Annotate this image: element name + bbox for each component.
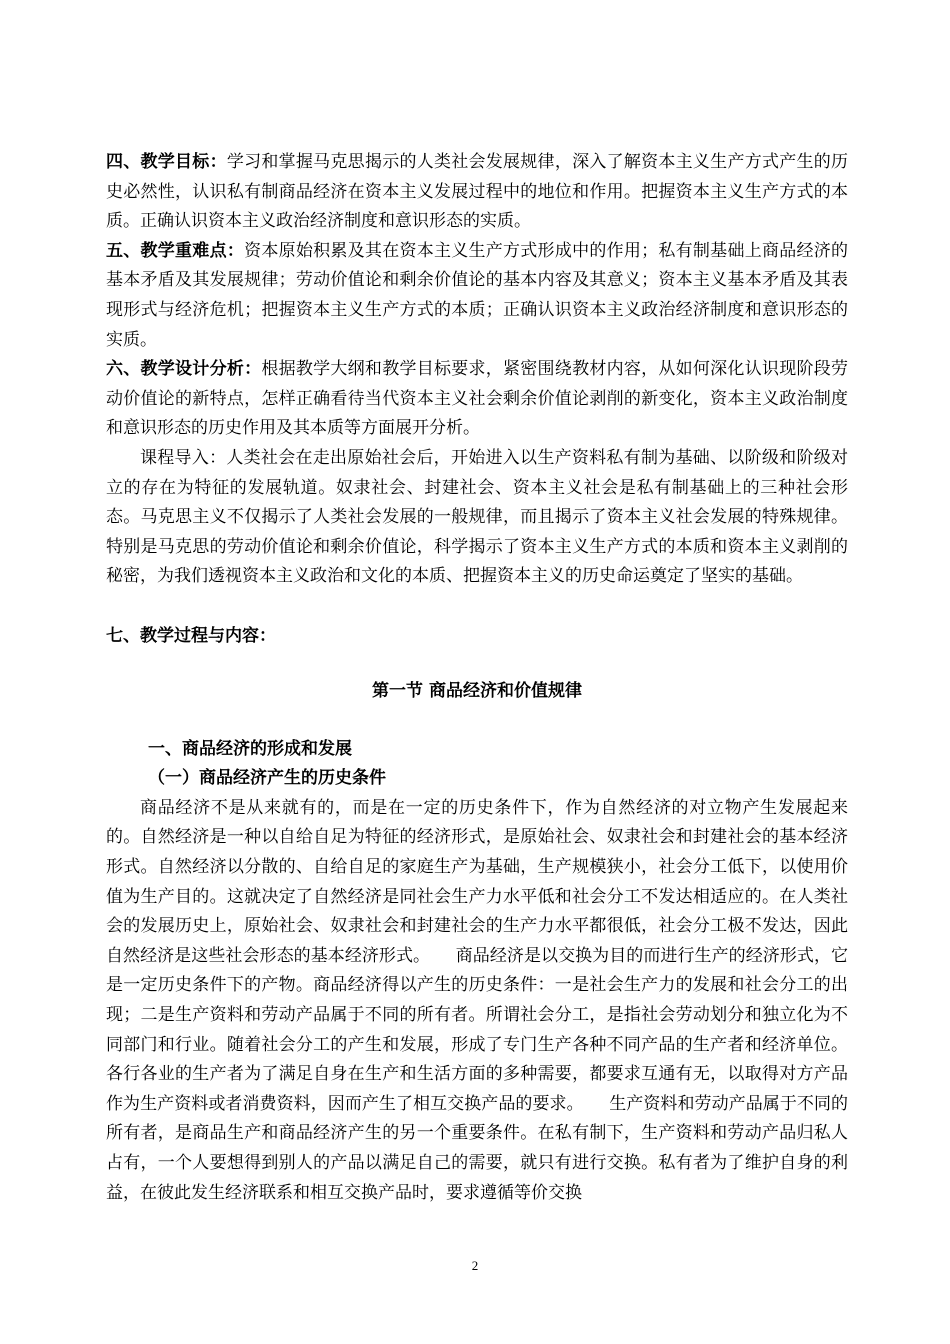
design-analysis-label: 六、教学设计分析： (106, 359, 262, 380)
design-analysis-paragraph (106, 355, 848, 444)
key-points-paragraph (106, 237, 848, 355)
design-analysis-text: 根据教学大纲和教学目标要求，紧密围绕教材内容，从如何深化认识现阶段劳动价值论的新特点，怎样正确看待当代资本主义社会剩余价值论剥削的新变化，资本主义政治制度和意识形态的历史作用及其本质等方面展开分析。 (106, 359, 849, 439)
body-paragraph (106, 794, 848, 1208)
key-points-text: 资本原始积累及其在资本主义生产方式形成中的作用；私有制基础上商品经济的基本矛盾及其发展规律；劳动价值论和剩余价值论的基本内容及其意义；资本主义基本矛盾及其表现形式与经济危机；把握资本主义生产方式的本质；正确认识资本主义政治经济制度和意识形态的实质。 (106, 240, 849, 350)
course-intro-paragraph (106, 444, 848, 592)
page-content (106, 148, 848, 1208)
page-number: 2 (471, 1258, 479, 1273)
teaching-goal-label: 四、教学目标： (106, 152, 227, 172)
teaching-goal-paragraph (106, 148, 848, 237)
teaching-process-heading: 七、教学过程与内容： (106, 625, 276, 646)
section-heading-2: （一）商品经济产生的历史条件 (148, 768, 386, 789)
section-heading-1: 一、商品经济的形成和发展 (148, 738, 352, 759)
chapter-title: 第一节 商品经济和价值规律 (372, 681, 582, 702)
body-text: 商品经济不是从来就有的，而是在一定的历史条件下，作为自然经济的对立物产生发展起来的。自然经济是一种以自给自足为特征的经济形式，是原始社会、奴隶社会和封建社会的基本经济形式。自然经济以分散的、自给自足的家庭生产为基础，生产规模狭小，社会分工低下，以使用价值为生产目的。这就决定了自然经济是同社会生产力水平低和社会分工不发达相适应的。在人类社会的发展历史上，原始社会、奴隶社会和封建社会的生产力水平都很低，社会分工极不发达，因此自然经济是这些社会形态的基本经济形式。 商品经济是以交换为目的而进行生产的经济形式，它是一定历史条件下的产物。商品经济得以产生的历史条件：一是社会生产力的发展和社会分工的出现；二是生产资料和劳动产品属于不同的所有者。所谓社会分工，是指社会劳动划分和独立化为不同部门和行业。随着社会分工的产生和发展，形成了专门生产各种不同产品的生产者和经济单位。各行各业的生产者为了满足自身在生产和生活方面的多种需要，都要求互通有无，以取得对方产品作为生产资料或者消费资料，因而产生了相互交换产品的要求。 生产资料和劳动产品属于不同的所有者，是商品生产和商品经济产生的另一个重要条件。在私有制下，生产资料和劳动产品归私人占有，一个人要想得到别人的产品以满足自己的需要，就只有进行交换。私有者为了维护自身的利益，在彼此发生经济联系和相互交换产品时，要求遵循等价交换 (106, 797, 848, 1203)
course-intro-text: 课程导入：人类社会在走出原始社会后，开始进入以生产资料私有制为基础、以阶级和阶级对立的存在为特征的发展轨道。奴隶社会、封建社会、资本主义社会是私有制基础上的三种社会形态。马克思主义不仅揭示了人类社会发展的一般规律，而且揭示了资本主义社会发展的特殊规律。特别是马克思的劳动价值论和剩余价值论，科学揭示了资本主义生产方式的本质和资本主义剥削的秘密，为我们透视资本主义政治和文化的本质、把握资本主义的历史命运奠定了坚实的基础。 (106, 447, 848, 587)
key-points-label: 五、教学重难点： (106, 240, 245, 261)
teaching-goal-text: 学习和掌握马克思揭示的人类社会发展规律，深入了解资本主义生产方式产生的历史必然性，认识私有制商品经济在资本主义发展过程中的地位和作用。把握资本主义生产方式的本质。正确认识资本主义政治经济制度和意识形态的实质。 (106, 152, 849, 232)
